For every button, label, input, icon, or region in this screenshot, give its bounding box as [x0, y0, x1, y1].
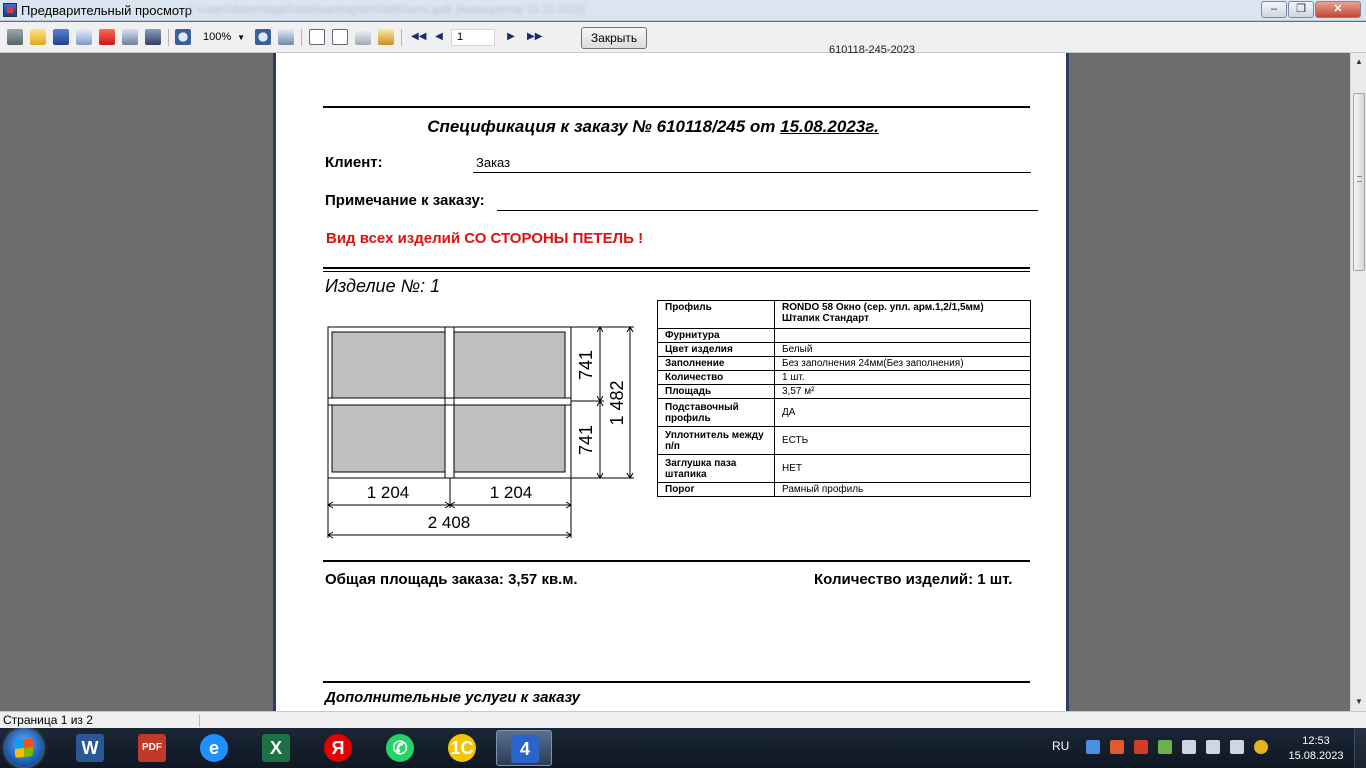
item-title: Изделие №: 1: [325, 276, 441, 296]
status-bar: [0, 711, 1366, 728]
spec-value: НЕТ: [775, 455, 1031, 483]
scroll-down-icon[interactable]: ▼: [1355, 697, 1363, 706]
close-window-button[interactable]: ✕: [1315, 1, 1361, 18]
zoom-out-icon[interactable]: [255, 29, 271, 45]
spec-row: [658, 357, 1031, 371]
spec-row: [658, 301, 1031, 329]
title-main: Спецификация к заказу № 610118/245 от: [427, 117, 781, 136]
spec-row: [658, 329, 1031, 343]
toolbar-divider: [301, 29, 302, 46]
app-icon: [3, 3, 17, 17]
windows-logo-icon: [15, 738, 33, 758]
taskbar-app-ie[interactable]: [186, 730, 242, 766]
vertical-scrollbar[interactable]: [1350, 53, 1366, 711]
network-icon[interactable]: [1254, 740, 1268, 754]
preview-area[interactable]: [0, 44, 1350, 711]
clock-date: 15.08.2023: [1288, 750, 1344, 762]
spec-key: Заполнение: [658, 357, 775, 371]
note-label: Примечание к заказу:: [325, 192, 485, 209]
spec-value: ЕСТЬ: [775, 427, 1031, 455]
divider: [323, 267, 1030, 269]
divider: [323, 271, 1030, 272]
client-underline: [473, 172, 1031, 173]
zoom-value: 100%: [203, 31, 232, 43]
close-preview-button[interactable]: Закрыть: [581, 27, 647, 49]
first-page-button[interactable]: ◀◀: [411, 31, 427, 42]
spec-key: Заглушка паза штапика: [658, 455, 775, 483]
chevron-down-icon: ▼: [237, 33, 245, 42]
client-label: Клиент:: [325, 154, 383, 171]
tray-display-icon[interactable]: [1182, 740, 1196, 754]
window-path: C:\Users\Admin\AppData\Roaming\WinSoft\Sumo.galk (Калькулятор 15.12.2023): [186, 4, 586, 16]
zoom-select[interactable]: [199, 28, 247, 47]
spec-row: [658, 455, 1031, 483]
document-page: [276, 44, 1066, 711]
clock[interactable]: [1286, 734, 1346, 764]
glass-pane: [332, 405, 445, 472]
spec-key: Уплотнитель между п/п: [658, 427, 775, 455]
minimize-button[interactable]: –: [1261, 1, 1287, 18]
spec-row: [658, 427, 1031, 455]
next-page-button[interactable]: ▶: [507, 31, 515, 42]
email-icon[interactable]: [122, 29, 138, 45]
spec-row: [658, 399, 1031, 427]
1c-icon: 1С: [448, 734, 476, 762]
last-page-button[interactable]: ▶▶: [527, 31, 543, 42]
maximize-button[interactable]: ❐: [1288, 1, 1314, 18]
height-dim-total: 1 482: [607, 380, 627, 426]
print-icon[interactable]: [7, 29, 23, 45]
word-icon: W: [76, 734, 104, 762]
tray-anydesk-icon[interactable]: [1134, 740, 1148, 754]
flag-icon[interactable]: [1230, 740, 1244, 754]
tray-tool-icon[interactable]: [1110, 740, 1124, 754]
spec-key: Фурнитура: [658, 329, 775, 343]
zoom-in-icon[interactable]: [175, 29, 191, 45]
window-drawing: [324, 323, 644, 543]
spec-key: Профиль: [658, 301, 775, 329]
save-icon[interactable]: [53, 29, 69, 45]
toolbar-divider: [168, 29, 169, 46]
height-dim-top: 741: [576, 349, 596, 381]
yandex-icon: Я: [324, 734, 352, 762]
spec-key: Количество: [658, 371, 775, 385]
taskbar: [0, 728, 1366, 768]
taskbar-app-1c[interactable]: [434, 730, 490, 766]
spec-value: [775, 329, 1031, 343]
total-area: Общая площадь заказа: 3,57 кв.м.: [325, 571, 578, 588]
ie-icon: e: [200, 734, 228, 762]
grip-icon: [1357, 176, 1362, 182]
single-page-icon[interactable]: [309, 29, 325, 45]
title-date: 15.08.2023г.: [780, 117, 879, 136]
clock-time: 12:53: [1302, 735, 1330, 747]
pdf-icon[interactable]: [99, 29, 115, 45]
spec-value: ДА: [775, 399, 1031, 427]
height-dim-bottom: 741: [576, 424, 596, 456]
edit-icon[interactable]: [378, 29, 394, 45]
spec-value: 3,57 м²: [775, 385, 1031, 399]
page-number-input[interactable]: 1: [451, 29, 495, 46]
spec-row: [658, 483, 1031, 497]
spec-value: 1 шт.: [775, 371, 1031, 385]
spec-row: [658, 385, 1031, 399]
taskbar-app-whatsapp[interactable]: [372, 730, 428, 766]
whatsapp-icon: ✆: [386, 734, 414, 762]
width-dim-total: 2 408: [427, 513, 471, 532]
extra-services-title: Дополнительные услуги к заказу: [325, 689, 580, 706]
glass-pane: [454, 405, 565, 472]
spec-key: Площадь: [658, 385, 775, 399]
taskbar-app-word[interactable]: [62, 730, 118, 766]
toolbar-divider: [401, 29, 402, 46]
scroll-thumb[interactable]: [1353, 93, 1365, 271]
client-value: Заказ: [476, 155, 511, 170]
spec-value: Без заполнения 24мм(Без заполнения): [775, 357, 1031, 371]
bookmark-icon[interactable]: [355, 29, 371, 45]
spec-row: [658, 371, 1031, 385]
warning-text: Вид всех изделий СО СТОРОНЫ ПЕТЕЛЬ !: [326, 230, 644, 247]
spec-table: [657, 300, 1031, 497]
spec-key: Цвет изделия: [658, 343, 775, 357]
two-pages-icon[interactable]: [332, 29, 348, 45]
divider: [323, 681, 1030, 683]
taskbar-app-pdf[interactable]: [124, 730, 180, 766]
find-icon[interactable]: [145, 29, 161, 45]
taskbar-app-yandex[interactable]: [310, 730, 366, 766]
pdf-icon: PDF: [138, 734, 166, 762]
spec-value: Рамный профиль: [775, 483, 1031, 497]
toolbar: [0, 22, 1366, 53]
export-icon[interactable]: [76, 29, 92, 45]
page-header-fragment: 610118-245-2023: [829, 44, 916, 56]
total-items: Количество изделий: 1 шт.: [814, 571, 1013, 588]
start-button[interactable]: [5, 729, 43, 767]
page-setup-icon[interactable]: [278, 29, 294, 45]
divider: [323, 106, 1030, 108]
spec-value: Белый: [775, 343, 1031, 357]
note-underline: [497, 210, 1038, 211]
volume-icon[interactable]: [1206, 740, 1220, 754]
width-dim-right: 1 204: [489, 483, 533, 502]
language-indicator[interactable]: RU: [1052, 739, 1070, 753]
divider: [323, 560, 1030, 562]
status-divider: [199, 714, 200, 727]
spec-key: Подставочный профиль: [658, 399, 775, 427]
show-desktop-button[interactable]: [1354, 728, 1366, 768]
scroll-up-icon[interactable]: ▲: [1355, 57, 1363, 66]
prev-page-button[interactable]: ◀: [435, 31, 443, 42]
document-title: [276, 117, 1030, 137]
excel-icon: X: [262, 734, 290, 762]
tray-app-icon[interactable]: [1086, 740, 1100, 754]
spec-value: RONDO 58 Окно (сер. упл. арм.1,2/1,5мм) Штапик Стандарт: [775, 301, 1031, 329]
window-title: Предварительный просмотр: [21, 3, 193, 18]
page-info: Страница 1 из 2: [3, 713, 93, 727]
open-icon[interactable]: [30, 29, 46, 45]
spec-row: [658, 343, 1031, 357]
taskbar-app-calc4[interactable]: [496, 730, 552, 766]
spec-key: Порог: [658, 483, 775, 497]
taskbar-app-excel[interactable]: [248, 730, 304, 766]
calc4-icon: 4: [511, 735, 539, 763]
glass-pane: [332, 332, 445, 398]
title-bar: [0, 0, 1366, 21]
width-dim-left: 1 204: [366, 483, 410, 502]
glass-pane: [454, 332, 565, 398]
tray-check-icon[interactable]: [1158, 740, 1172, 754]
